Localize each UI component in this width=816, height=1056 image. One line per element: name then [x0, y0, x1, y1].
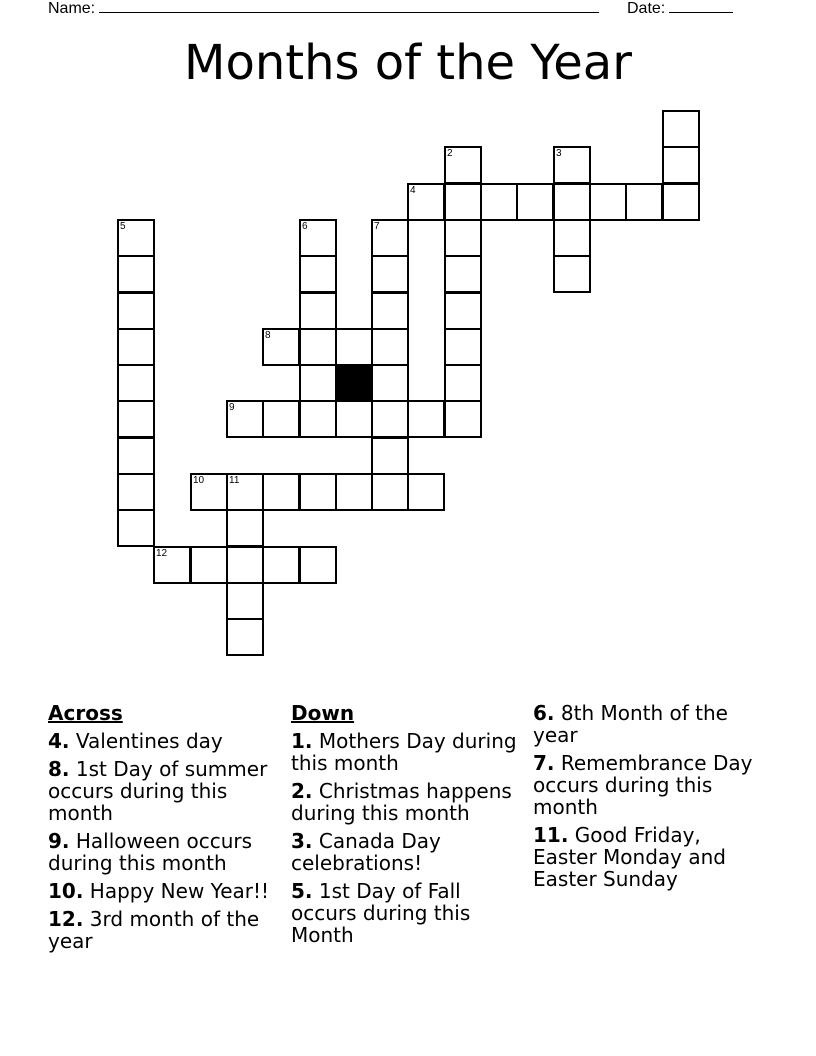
- grid-cell[interactable]: [117, 364, 155, 402]
- grid-cell[interactable]: [226, 473, 264, 511]
- grid-cell[interactable]: [262, 328, 300, 366]
- grid-cell[interactable]: [407, 400, 445, 438]
- grid-cell[interactable]: [444, 183, 482, 221]
- grid-cell[interactable]: [190, 546, 228, 584]
- clue-across-10: 10. Happy New Year!!: [48, 879, 270, 903]
- date-label: Date:: [627, 0, 666, 17]
- grid-cell[interactable]: [371, 437, 409, 475]
- clue-number: 10: [193, 475, 205, 486]
- clue-number: 8: [265, 330, 271, 341]
- grid-cell[interactable]: [335, 328, 373, 366]
- grid-cell[interactable]: [371, 328, 409, 366]
- clue-down-5: 5. 1st Day of Fall occurs during this Month: [291, 879, 471, 947]
- clue-across-12: 12. 3rd month of the year: [48, 907, 260, 953]
- clue-number: 9: [229, 402, 235, 413]
- grid-cell[interactable]: [299, 364, 337, 402]
- shaded-cell: [335, 364, 373, 402]
- clue-number: 4: [410, 185, 416, 196]
- grid-cell[interactable]: [371, 400, 409, 438]
- grid-cell[interactable]: [153, 546, 191, 584]
- grid-cell[interactable]: [444, 364, 482, 402]
- grid-cell[interactable]: [625, 183, 663, 221]
- grid-cell[interactable]: [226, 582, 264, 620]
- grid-cell[interactable]: [226, 509, 264, 547]
- name-label: Name:: [48, 0, 96, 17]
- grid-cell[interactable]: [407, 473, 445, 511]
- clue-down-2: 2. Christmas happens during this month: [291, 779, 512, 825]
- grid-cell[interactable]: [480, 183, 518, 221]
- clue-across-8: 8. 1st Day of summer occurs during this month: [48, 757, 268, 825]
- grid-cell[interactable]: [299, 219, 337, 257]
- clue-number: 5: [120, 221, 126, 232]
- clue-across-4: 4. Valentines day: [48, 729, 223, 753]
- grid-cell[interactable]: [371, 255, 409, 293]
- grid-cell[interactable]: [262, 400, 300, 438]
- down-heading: Down: [291, 701, 355, 725]
- grid-cell[interactable]: [117, 255, 155, 293]
- clue-number: 2: [447, 148, 453, 159]
- grid-cell[interactable]: [516, 183, 554, 221]
- clue-number: 6: [302, 221, 308, 232]
- grid-cell[interactable]: [117, 219, 155, 257]
- grid-cell[interactable]: [662, 110, 700, 148]
- grid-cell[interactable]: [371, 219, 409, 257]
- clue-number: 3: [556, 148, 562, 159]
- across-heading: Across: [48, 701, 123, 725]
- grid-cell[interactable]: [444, 219, 482, 257]
- clue-down-11: 11. Good Friday, Easter Monday and Easter Sunday: [533, 823, 726, 891]
- grid-cell[interactable]: [117, 509, 155, 547]
- grid-cell[interactable]: [589, 183, 627, 221]
- page-title: Months of the Year: [184, 35, 632, 91]
- grid-cell[interactable]: [371, 364, 409, 402]
- grid-cell[interactable]: [444, 255, 482, 293]
- grid-cell[interactable]: [299, 255, 337, 293]
- grid-cell[interactable]: [299, 546, 337, 584]
- grid-cell[interactable]: [299, 473, 337, 511]
- grid-cell[interactable]: [444, 292, 482, 330]
- across-clues: [48, 702, 280, 958]
- grid-cell[interactable]: [117, 292, 155, 330]
- grid-cell[interactable]: [226, 618, 264, 656]
- grid-cell[interactable]: [117, 400, 155, 438]
- grid-cell[interactable]: [190, 473, 228, 511]
- clue-number: 11: [229, 475, 240, 486]
- grid-cell[interactable]: [262, 546, 300, 584]
- clue-number: 7: [374, 221, 380, 232]
- down-clues: [291, 702, 523, 952]
- grid-cell[interactable]: [407, 183, 445, 221]
- grid-cell[interactable]: [226, 400, 264, 438]
- grid-cell[interactable]: [371, 292, 409, 330]
- clue-number: 12: [156, 548, 168, 559]
- clue-down-3: 3. Canada Day celebrations!: [291, 829, 441, 875]
- grid-cell[interactable]: [553, 183, 591, 221]
- grid-cell[interactable]: [662, 146, 700, 184]
- grid-cell[interactable]: [553, 219, 591, 257]
- grid-cell[interactable]: [335, 473, 373, 511]
- down-clues-continued: [533, 702, 765, 896]
- grid-cell[interactable]: [553, 146, 591, 184]
- grid-cell[interactable]: [299, 292, 337, 330]
- clue-down-1: 1. Mothers Day during this month: [291, 729, 517, 775]
- grid-cell[interactable]: [662, 183, 700, 221]
- grid-cell[interactable]: [335, 400, 373, 438]
- clue-down-7: 7. Remembrance Day occurs during this month: [533, 751, 753, 819]
- clue-across-9: 9. Halloween occurs during this month: [48, 829, 253, 875]
- grid-cell[interactable]: [117, 473, 155, 511]
- grid-cell[interactable]: [553, 255, 591, 293]
- clue-down-6: 6. 8th Month of the year: [533, 701, 728, 747]
- grid-cell[interactable]: [262, 473, 300, 511]
- grid-cell[interactable]: [444, 400, 482, 438]
- grid-cell[interactable]: [444, 328, 482, 366]
- grid-cell[interactable]: [444, 146, 482, 184]
- grid-cell[interactable]: [117, 437, 155, 475]
- grid-cell[interactable]: [299, 328, 337, 366]
- grid-cell[interactable]: [299, 400, 337, 438]
- grid-cell[interactable]: [226, 546, 264, 584]
- grid-cell[interactable]: [371, 473, 409, 511]
- grid-cell[interactable]: [117, 328, 155, 366]
